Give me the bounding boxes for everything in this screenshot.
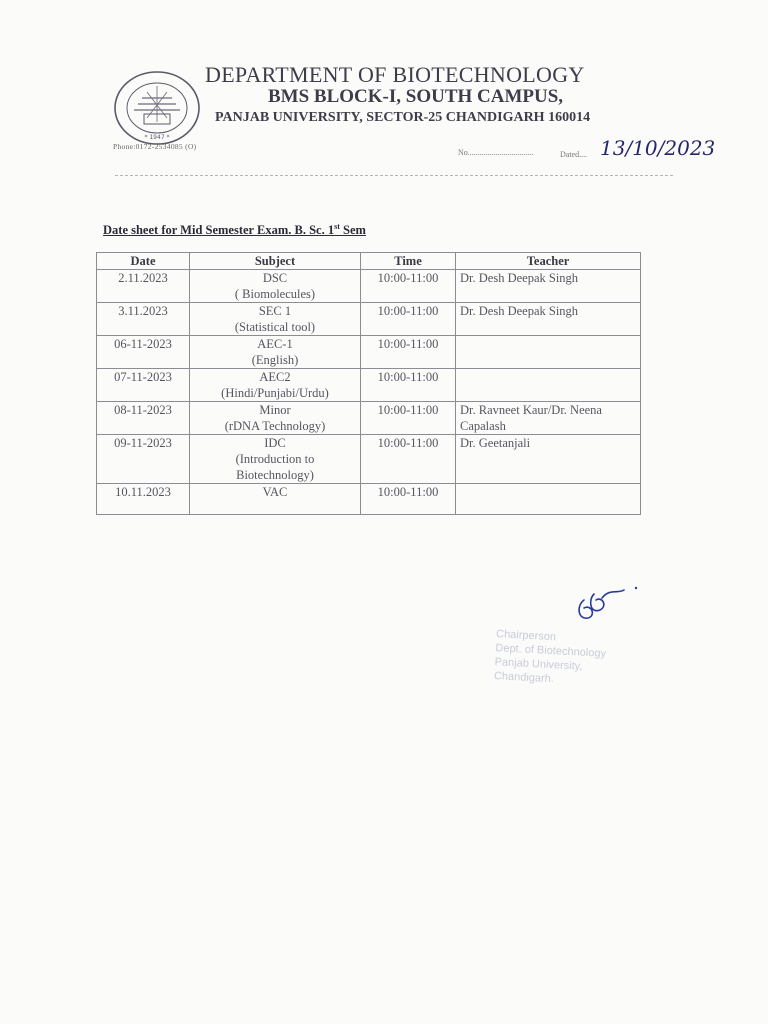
cell-date: 07-11-2023 [97, 369, 190, 402]
cell-subject [190, 303, 361, 336]
table-row [97, 303, 641, 336]
column-header-subject: Subject [190, 253, 361, 270]
subject-name: (Introduction to [235, 452, 315, 466]
table-row [97, 402, 641, 435]
cell-subject [190, 336, 361, 369]
cell-teacher [456, 484, 641, 515]
cell-teacher [456, 402, 641, 435]
cell-time: 10:00-11:00 [361, 369, 456, 402]
cell-teacher [456, 369, 641, 402]
column-header-time: Time [361, 253, 456, 270]
subject-name-cont: Biotechnology) [236, 468, 314, 482]
cell-date: 08-11-2023 [97, 402, 190, 435]
cell-teacher: Dr. Geetanjali [456, 435, 641, 484]
subject-code: Minor [259, 403, 291, 417]
subject-name: ( Biomolecules) [234, 287, 316, 301]
column-header-teacher: Teacher [456, 253, 641, 270]
cell-time: 10:00-11:00 [361, 270, 456, 303]
dated-label: Dated.... [560, 150, 588, 159]
cell-subject [190, 402, 361, 435]
cell-teacher: Dr. Desh Deepak Singh [456, 270, 641, 303]
subject-name: (Statistical tool) [234, 320, 316, 334]
block-address: BMS BLOCK-I, SOUTH CAMPUS, [268, 86, 564, 107]
table-row [97, 435, 641, 484]
cell-time: 10:00-11:00 [361, 402, 456, 435]
date-sheet-table [96, 252, 641, 515]
cell-time: 10:00-11:00 [361, 303, 456, 336]
stamp-line: Dept. of Biotechnology [495, 642, 607, 660]
heading-suffix: Sem [339, 223, 366, 238]
cell-time: 10:00-11:00 [361, 336, 456, 369]
teacher-line: Capalash [460, 419, 506, 433]
subject-name: (rDNA Technology) [224, 419, 326, 433]
stamp-line: Chairperson [495, 628, 557, 644]
cell-date: 06-11-2023 [97, 336, 190, 369]
cell-subject [190, 435, 361, 484]
cell-subject [190, 369, 361, 402]
table-header-row [97, 253, 641, 270]
table-row [97, 336, 641, 369]
chairperson-stamp [494, 627, 607, 689]
document-heading [103, 222, 366, 238]
university-address: PANJAB UNIVERSITY, SECTOR-25 CHANDIGARH 160014 [215, 110, 591, 125]
subject-code: SEC 1 [258, 304, 292, 318]
cell-time: 10:00-11:00 [361, 435, 456, 484]
subject-code: AEC2 [259, 370, 291, 384]
cell-subject [190, 484, 361, 515]
teacher-line: Dr. Ravneet Kaur/Dr. Neena [460, 403, 602, 417]
column-header-date: Date [97, 253, 190, 270]
table-row [97, 270, 641, 303]
cell-date: 09-11-2023 [97, 435, 190, 484]
cell-teacher [456, 336, 641, 369]
subject-code: DSC [262, 271, 288, 285]
subject-code: AEC-1 [257, 337, 293, 351]
svg-text:* 1947 *: * 1947 * [144, 134, 170, 141]
cell-teacher: Dr. Desh Deepak Singh [456, 303, 641, 336]
subject-name: (English) [251, 353, 299, 367]
cell-date: 2.11.2023 [97, 270, 190, 303]
handwritten-date: 13/10/2023 [600, 136, 716, 160]
subject-name: (Hindi/Punjabi/Urdu) [221, 386, 329, 400]
cell-time: 10:00-11:00 [361, 484, 456, 515]
stamp-line: Chandigarh. [493, 670, 555, 686]
cell-subject [190, 270, 361, 303]
letterhead-divider [115, 175, 673, 176]
signature-image [572, 580, 642, 624]
university-seal-logo [112, 70, 202, 146]
heading-text: Date sheet for Mid Semester Exam. B. Sc. 1 [103, 223, 335, 238]
cell-date: 10.11.2023 [97, 484, 190, 515]
reference-number-label: No................................. [458, 148, 534, 157]
department-title: DEPARTMENT OF BIOTECHNOLOGY [205, 62, 585, 87]
cell-date: 3.11.2023 [97, 303, 190, 336]
phone-number: Phone:0172-2534085 (O) [113, 142, 197, 151]
table-row [97, 484, 641, 515]
table-row [97, 369, 641, 402]
subject-code: IDC [264, 436, 286, 450]
heading-superscript: st [334, 222, 340, 231]
stamp-line: Panjab University, [494, 656, 583, 673]
subject-code: VAC [262, 485, 288, 499]
